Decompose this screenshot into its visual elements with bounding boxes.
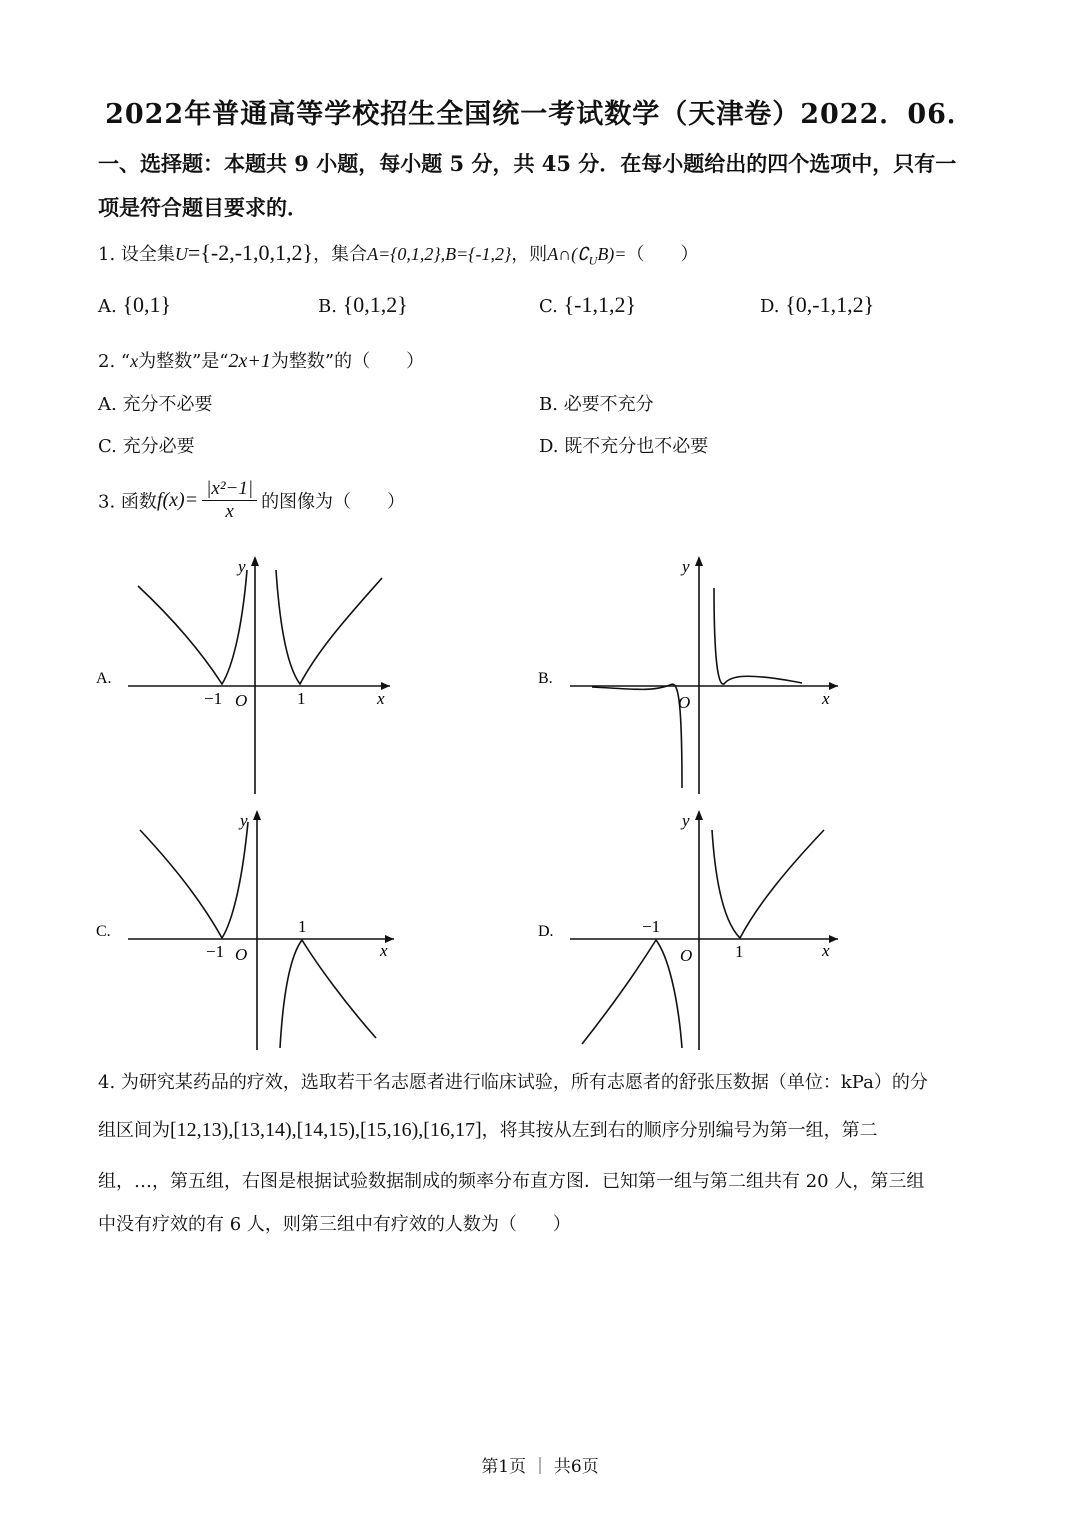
q4-intervals: [12,13),[13,14),[14,15),[15,16),[16,17]: [170, 1119, 482, 1141]
page-title: 2022年普通高等学校招生全国统一考试数学（天津卷）2022．06．: [105, 99, 975, 130]
q3-suffix: 的图像为（ ）: [261, 491, 406, 513]
option-label: C.: [98, 436, 117, 457]
origin-label: O: [678, 693, 691, 712]
graph-label: D.: [538, 923, 554, 940]
question-4-line2: [98, 1116, 878, 1142]
q1-universal-set: ={-2,-1,0,1,2}: [187, 240, 314, 265]
y-axis-label: y: [240, 811, 248, 830]
q1-option-d: [760, 292, 874, 318]
option-value: {0,1}: [122, 292, 172, 317]
q2-suffix: 为整数”的（ ）: [270, 351, 425, 372]
q2-variable: x: [130, 351, 139, 371]
question-1: [98, 240, 698, 269]
option-value: 既不充分也不必要: [564, 436, 709, 457]
graph-label: C.: [96, 923, 111, 940]
q2-expression: 2x+1: [228, 350, 271, 372]
graph-d: [532, 806, 852, 1056]
origin-label: O: [235, 691, 248, 710]
option-label: D.: [539, 436, 559, 457]
q1-set-b: ,B={-1,2}: [440, 244, 512, 264]
section-heading-line1: 一、选择题：本题共 9 小题，每小题 5 分，共 45 分．在每小题给出的四个选项中，只有一: [98, 151, 957, 176]
q4-line2-end: ，将其按从左到右的顺序分别编号为第一组，第二: [481, 1120, 878, 1141]
section-heading-line2: 项是符合题目要求的．: [98, 195, 308, 220]
x-axis-label: x: [377, 689, 385, 708]
curve-left: [592, 684, 682, 788]
question-4-line1: 4. 为研究某药品的疗效，选取若干名志愿者进行临床试验，所有志愿者的舒张压数据（单位：kPa）的分: [98, 1072, 928, 1093]
y-axis-label: y: [682, 811, 690, 830]
graph-c: [90, 806, 410, 1056]
curve-left: [582, 940, 682, 1048]
q2-option-c: [98, 432, 195, 458]
question-2: [98, 347, 424, 373]
y-axis-arrow: [695, 556, 703, 566]
option-label: D.: [760, 296, 780, 317]
origin-label: O: [680, 946, 693, 965]
q3-numerator: |x²−1|: [202, 478, 257, 501]
question-4-line3: 组，…，第五组，右图是根据试验数据制成的频率分布直方图．已知第一组与第二组共有 20 人，第三组: [98, 1171, 925, 1192]
option-value: {0,-1,1,2}: [785, 292, 875, 317]
curve-right: [276, 570, 382, 684]
q2-option-d: [539, 432, 708, 458]
option-label: A.: [98, 296, 117, 317]
option-label: A.: [98, 394, 117, 415]
q3-fraction: [202, 478, 257, 523]
q1-then: ，则: [511, 244, 548, 265]
curve-right: [280, 940, 376, 1048]
q1-set-a: A={0,1,2}: [367, 244, 441, 264]
option-label: B.: [318, 296, 337, 317]
graph-label: A.: [96, 670, 112, 687]
option-label: B.: [539, 394, 558, 415]
q1-mid: ，集合: [313, 244, 368, 265]
graph-b: [532, 550, 852, 800]
q1-expression: A∩(∁: [547, 244, 589, 264]
tick-neg-one: −1: [206, 942, 225, 961]
question-3: [98, 478, 405, 523]
x-axis-label: x: [380, 941, 388, 960]
option-value: 必要不充分: [563, 394, 654, 415]
q3-function-lhs: f(x)=: [156, 489, 199, 511]
y-axis-label: y: [238, 557, 246, 576]
curve-right: [712, 830, 824, 938]
q1-option-a: [98, 292, 171, 318]
q1-option-c: [539, 292, 636, 318]
q2-option-b: [539, 390, 654, 416]
tick-one: 1: [297, 689, 306, 708]
tick-one: 1: [298, 917, 307, 936]
x-axis-arrow: [829, 935, 838, 943]
q3-prefix: 3. 函数: [98, 491, 157, 513]
tick-one: 1: [735, 942, 744, 961]
q2-prefix: 2. “: [98, 351, 131, 372]
y-axis-arrow: [253, 810, 261, 820]
question-4-line4: 中没有疗效的有 6 人，则第三组中有疗效的人数为（ ）: [98, 1214, 571, 1235]
curve-left: [140, 822, 248, 938]
q1-option-b: [318, 292, 408, 318]
q3-denominator: x: [225, 501, 234, 522]
y-axis-label: y: [682, 557, 690, 576]
option-value: {-1,1,2}: [563, 292, 637, 317]
y-axis-arrow: [251, 556, 259, 566]
x-axis-arrow: [829, 682, 838, 690]
curve-right: [714, 588, 802, 684]
origin-label: O: [235, 945, 248, 964]
q1-universal-symbol: U: [174, 244, 188, 264]
q4-line2-start: 组区间为: [98, 1120, 170, 1141]
tick-neg-one: −1: [642, 917, 661, 936]
option-value: {0,1,2}: [342, 292, 408, 317]
q2-mid: 为整数”是“: [138, 351, 229, 372]
option-value: 充分必要: [122, 436, 195, 457]
q1-expression-end: B)=: [597, 244, 627, 264]
graph-label: B.: [538, 670, 553, 687]
option-label: C.: [539, 296, 558, 317]
graph-a: [90, 550, 410, 800]
q1-answer-paren: （ ）: [626, 244, 699, 265]
y-axis-arrow: [695, 810, 703, 820]
x-axis-label: x: [822, 941, 830, 960]
option-value: 充分不必要: [122, 394, 213, 415]
q1-subscript: U: [588, 253, 598, 268]
curve-left: [138, 570, 247, 684]
page-footer: 第1页 ｜ 共6页: [481, 1457, 599, 1477]
q2-option-a: [98, 390, 212, 416]
q1-prefix: 1. 设全集: [98, 244, 175, 265]
tick-neg-one: −1: [204, 689, 223, 708]
x-axis-label: x: [822, 689, 830, 708]
